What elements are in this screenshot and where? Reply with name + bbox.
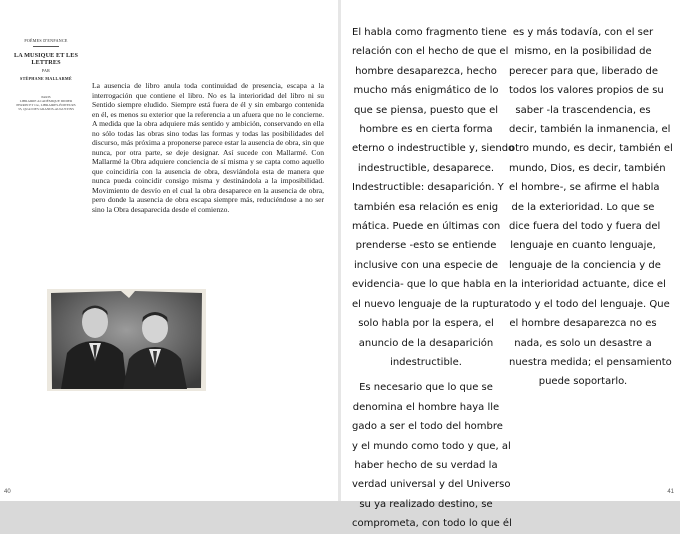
text-line: evidencia- que lo que habla en (352, 279, 507, 291)
title-page-rule (33, 46, 59, 47)
title-page-series: POÈMES D'ENFANCE (24, 38, 68, 43)
text-line: solo habla por la espera, el (358, 318, 494, 330)
text-line: su ya realizado destino, se (359, 498, 493, 510)
text-line: y el mundo como todo y que, al (352, 440, 511, 452)
text-line: nada, es solo un desastre a (514, 337, 652, 349)
title-page-by: PAR (41, 68, 51, 73)
text-line: perecer para que, liberado de (509, 65, 659, 77)
text-line: verdad universal y del Universo (352, 479, 511, 491)
text-line: hombre desaparezca, hecho (355, 65, 497, 77)
vintage-photograph (47, 289, 206, 391)
text-line: relación con el hecho de que el (352, 46, 509, 58)
text-line: decir, también la inmanencia, el (509, 124, 671, 136)
text-line: anuncio de la desaparición (358, 337, 494, 349)
right-page (341, 0, 680, 530)
text-line: mucho más enigmático de lo (353, 85, 499, 97)
text-line: Indestructible: desaparición. Y (352, 182, 504, 194)
column-paragraph (352, 372, 512, 533)
text-line: el hombre desaparezca no es (509, 318, 657, 330)
text-line: lenguaje de la conciencia y de (509, 259, 661, 271)
text-line: puede soportarlo. (538, 376, 628, 388)
text-line: mismo, en la posibilidad de (514, 46, 652, 58)
title-page-publisher-line: 35, QUAI DES GRANDS-AUGUSTINS (18, 107, 74, 111)
title-page-publisher-line: LIBRAIRIE ACADÉMIQUE DIDIER (19, 99, 73, 103)
title-page-publisher-line: PERRIN ET Cie, LIBRAIRES-ÉDITEURS (16, 103, 76, 107)
text-line: saber -la trascendencia, es (515, 104, 651, 116)
text-line: mática. Puede en últimas con (352, 221, 501, 233)
text-line: también esa relación es enig (353, 201, 499, 213)
text-line: dice fuera del todo y fuera del (509, 221, 661, 233)
title-page-title: LA MUSIQUE ET LES LETTRES (14, 52, 78, 66)
text-line: prenderse -esto se entiende (355, 240, 497, 252)
text-line: todo y el todo del lenguaje. Que (509, 298, 670, 310)
text-line: otro mundo, es decir, también el (509, 143, 673, 155)
text-line: indestructible, desaparece. (357, 162, 495, 174)
column-paragraph (352, 23, 515, 372)
text-line: Es necesario que lo que se (359, 382, 493, 394)
text-line: todos los valores propios de su (509, 85, 664, 97)
text-line: comprometa, con todo lo que él (352, 518, 512, 530)
text-line: inclusive con una especie de (353, 259, 499, 271)
title-page-publisher (10, 95, 82, 111)
title-page-publisher-line: PARIS (41, 95, 51, 99)
title-page-author: STÉPHANE MALLARMÉ (20, 76, 72, 81)
text-column-right (509, 23, 673, 392)
text-column-left (352, 23, 515, 534)
page-number: 41 (667, 489, 674, 495)
text-line: haber hecho de su verdad la (354, 459, 498, 471)
text-line: de la exterioridad. Lo que se (511, 201, 655, 213)
text-line: mundo, Dios, es decir, también (509, 162, 666, 174)
column-paragraph (509, 23, 673, 392)
text-line: El habla como fragmento tiene (352, 27, 507, 38)
left-page (0, 0, 338, 501)
text-line: es y más todavía, con el ser (512, 27, 654, 38)
text-line: indestructible. (390, 356, 462, 368)
body-paragraph: La ausencia de libro anula toda continuidad de presencia, escapa a la interrogación que contiene el libro. No es la interioridad del libro ni su Sentido siempre eludido. Siempre está fuera de él y sin embargo contenida en él, es menos su exterior que la referencia a un afuera que no le concierne. A medida que la obra adquiere más sentido y ambición, conservando en ella no sólo todas las obras sino todas las formas y todas las posibilidades del discurso, más próxima a proponerse parece estar la ausencia de obra, sin que nunca, por otra parte, se deje designar. Así sucede con Mallarmé. Con Mallarmé la Obra adquiere conciencia de sí misma y se capta como aquello que coincidiría con la ausencia de obra, desviándola esta de manera que nunca pueda coincidir consigo misma y destinándola a la imposibilidad. Movimiento de desvío en el cual la obra desaparece en la ausencia de obra, pero donde la ausencia de obra escapa siempre más, reduciéndose a no ser sino la Obra desaparecida desde el comienzo. (92, 81, 324, 214)
text-line: nuestra medida; el pensamiento (509, 356, 672, 368)
photograph-image (47, 289, 206, 391)
text-line: hombre es en cierta forma (359, 124, 493, 136)
text-line: el hombre-, se afirme el habla (509, 182, 660, 194)
book-title-page (10, 38, 82, 158)
text-line: eterno o indestructible y, siendo (352, 143, 515, 155)
text-line: la interioridad actuante, dice el (509, 279, 666, 291)
text-line: lenguaje en cuanto lenguaje, (510, 240, 656, 252)
text-line: que se piensa, puesto que el (353, 104, 499, 116)
text-line: el nuevo lenguaje de la ruptura (352, 298, 510, 310)
text-line: gado a ser el todo del hombre (352, 421, 503, 433)
page-number: 40 (4, 489, 11, 495)
text-line: denomina el hombre haya lle (352, 401, 500, 413)
